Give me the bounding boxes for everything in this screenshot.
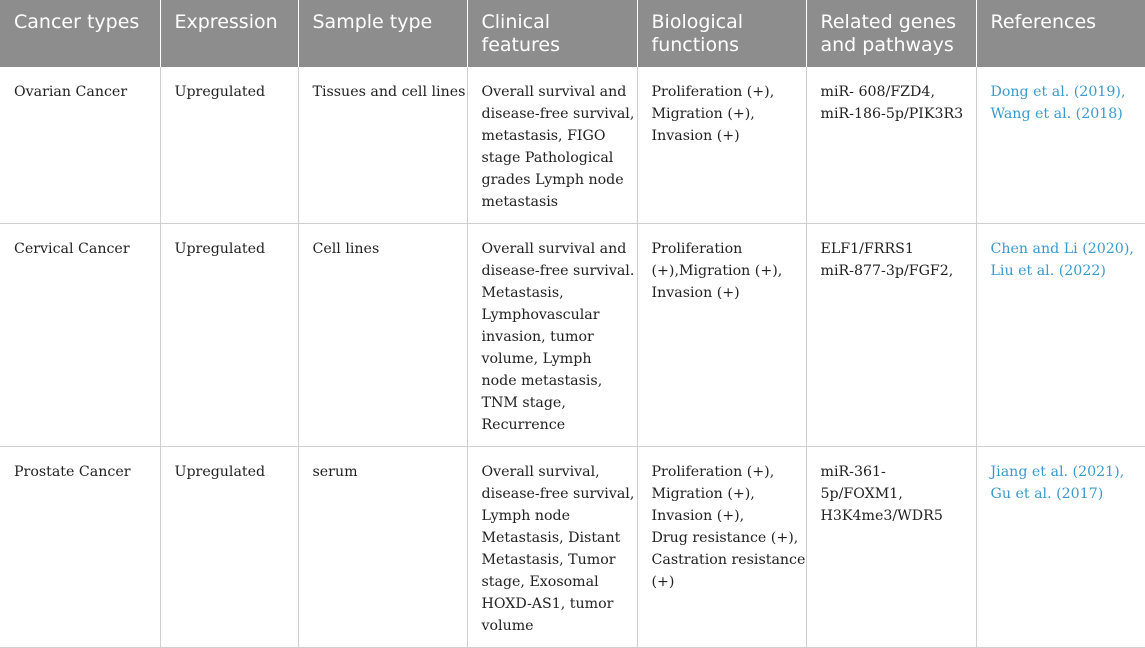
cell-line: 5p/FOXM1, bbox=[820, 486, 903, 502]
cell-line: miR-361- bbox=[820, 464, 886, 480]
cell-biological-functions bbox=[637, 224, 806, 447]
cell-line: Tissues and cell lines bbox=[312, 84, 466, 100]
cell-line: disease-free survival. bbox=[481, 263, 635, 279]
cell-expression bbox=[160, 67, 298, 224]
cell-line: Upregulated bbox=[174, 241, 266, 257]
cell-sample-type bbox=[298, 224, 467, 447]
cell-cancer-type bbox=[0, 67, 160, 224]
cell-line: miR-186-5p/PIK3R3 bbox=[820, 106, 964, 122]
cell-line: HOXD-AS1, tumor bbox=[481, 596, 614, 612]
cell-line: Proliferation (+), bbox=[651, 464, 775, 480]
cell-biological-functions bbox=[637, 447, 806, 648]
header-row bbox=[0, 0, 1145, 67]
cell-related-genes bbox=[806, 447, 976, 648]
cell-line: Metastasis, Tumor bbox=[481, 552, 616, 568]
cell-line: Recurrence bbox=[481, 417, 566, 433]
header-clinical-features: Clinical features bbox=[467, 0, 637, 67]
cell-line: Drug resistance (+), bbox=[651, 530, 799, 546]
cell-line[interactable]: Jiang et al. (2021), bbox=[990, 464, 1125, 480]
cell-line[interactable]: Gu et al. (2017) bbox=[990, 486, 1104, 502]
cell-cancer-type bbox=[0, 447, 160, 648]
table-row bbox=[0, 447, 1145, 648]
cell-expression bbox=[160, 224, 298, 447]
cell-line[interactable]: Dong et al. (2019), bbox=[990, 84, 1126, 100]
cell-line[interactable]: Wang et al. (2018) bbox=[990, 106, 1123, 122]
cell-line: Metastasis, Distant bbox=[481, 530, 621, 546]
cell-line: Upregulated bbox=[174, 464, 266, 480]
cell-expression bbox=[160, 447, 298, 648]
cell-related-genes bbox=[806, 224, 976, 447]
cell-line: grades Lymph node bbox=[481, 172, 624, 188]
cell-line: Lymph node bbox=[481, 508, 571, 524]
cell-line: volume, Lymph bbox=[481, 351, 592, 367]
cell-references bbox=[976, 447, 1145, 648]
cell-line: volume bbox=[481, 618, 534, 634]
cell-line: Cervical Cancer bbox=[14, 241, 130, 257]
cell-line: node metastasis, bbox=[481, 373, 603, 389]
cell-sample-type bbox=[298, 447, 467, 648]
cell-sample-type bbox=[298, 67, 467, 224]
cell-line: invasion, tumor bbox=[481, 329, 594, 345]
cell-line: Upregulated bbox=[174, 84, 266, 100]
cell-line: serum bbox=[312, 464, 358, 480]
cell-line[interactable]: Liu et al. (2022) bbox=[990, 263, 1106, 279]
cell-line: miR- 608/FZD4, bbox=[820, 84, 935, 100]
header-cancer-types: Cancer types bbox=[0, 0, 160, 67]
cell-clinical-features bbox=[467, 447, 637, 648]
cell-line: Migration (+), bbox=[651, 486, 755, 502]
cell-line: Castration resistance bbox=[651, 552, 806, 568]
cell-line: disease-free survival, bbox=[481, 106, 635, 122]
header-biological-functions: Biological functions bbox=[637, 0, 806, 67]
cell-biological-functions bbox=[637, 67, 806, 224]
cell-line: ELF1/FRRS1 bbox=[820, 241, 914, 257]
cell-line: Metastasis, bbox=[481, 285, 564, 301]
header-sample-type: Sample type bbox=[298, 0, 467, 67]
cell-clinical-features bbox=[467, 67, 637, 224]
cell-line: Invasion (+) bbox=[651, 128, 740, 144]
cell-line: Invasion (+) bbox=[651, 285, 740, 301]
cell-line: metastasis, FIGO bbox=[481, 128, 606, 144]
cell-line: miR-877-3p/FGF2, bbox=[820, 263, 954, 279]
cell-line: Prostate Cancer bbox=[14, 464, 131, 480]
cell-line: stage Pathological bbox=[481, 150, 614, 166]
header-references: References bbox=[976, 0, 1145, 67]
cell-line: Proliferation bbox=[651, 241, 743, 257]
cell-related-genes bbox=[806, 67, 976, 224]
cell-line: (+) bbox=[651, 574, 675, 590]
cell-line: Overall survival and bbox=[481, 84, 627, 100]
cell-references bbox=[976, 67, 1145, 224]
cell-line: H3K4me3/WDR5 bbox=[820, 508, 943, 524]
cell-line: (+),Migration (+), bbox=[651, 263, 783, 279]
table-row bbox=[0, 67, 1145, 224]
cell-clinical-features bbox=[467, 224, 637, 447]
header-expression: Expression bbox=[160, 0, 298, 67]
header-related-genes: Related genes and pathways bbox=[806, 0, 976, 67]
cell-line: stage, Exosomal bbox=[481, 574, 599, 590]
cell-line: Invasion (+), bbox=[651, 508, 745, 524]
cell-line: disease-free survival, bbox=[481, 486, 635, 502]
cell-line[interactable]: Chen and Li (2020), bbox=[990, 241, 1134, 257]
cell-line: Lymphovascular bbox=[481, 307, 600, 323]
cell-cancer-type bbox=[0, 224, 160, 447]
cell-line: metastasis bbox=[481, 194, 559, 210]
cell-references bbox=[976, 224, 1145, 447]
cell-line: Overall survival, bbox=[481, 464, 600, 480]
cell-line: Ovarian Cancer bbox=[14, 84, 128, 100]
cell-line: Cell lines bbox=[312, 241, 380, 257]
cell-line: Overall survival and bbox=[481, 241, 627, 257]
table-row bbox=[0, 224, 1145, 447]
cell-line: Migration (+), bbox=[651, 106, 755, 122]
cell-line: TNM stage, bbox=[481, 395, 566, 411]
cell-line: Proliferation (+), bbox=[651, 84, 775, 100]
